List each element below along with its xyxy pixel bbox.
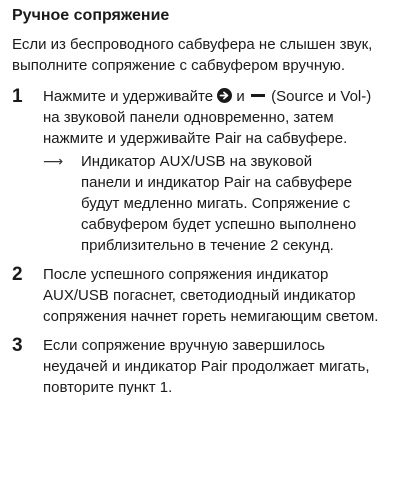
step-text: Если сопряжение вручную завершилось неудачей и индикатор Pair продолжает мигать, повторите пункт 1.	[43, 337, 370, 396]
step-body	[43, 86, 392, 256]
step-text-part: и	[236, 88, 245, 105]
step-result	[43, 151, 388, 256]
step-text-part: (Source и Vol-) на звуковой панели одновременно, затем нажмите и удерживайте Pair на сабвуфере.	[43, 88, 372, 147]
step-number: 3	[12, 335, 23, 356]
minus-icon	[251, 94, 265, 97]
step-3	[12, 335, 392, 398]
step-1	[12, 86, 392, 256]
result-text: Индикатор AUX/USB на звуковой панели и индикатор Pair на сабвуфере будут медленно мигать. Сопряжение с сабвуфером будет успешно выполнено приблизительно в течение 2 секунд.	[81, 153, 357, 254]
step-text: После успешного сопряжения индикатор AUX/USB погаснет, светодиодный индикатор сопряжения начнет гореть немигающим светом.	[43, 266, 379, 325]
section-title: Ручное сопряжение	[12, 7, 170, 24]
step-2	[12, 264, 392, 327]
step-number: 2	[12, 264, 23, 285]
result-arrow-icon: ⟶	[43, 153, 64, 169]
manual-content	[12, 6, 392, 406]
step-text-part: Нажмите и удерживайте	[43, 88, 214, 105]
source-arrow-icon	[217, 88, 232, 103]
intro-text: Если из беспроводного сабвуфера не слышен звук, выполните сопряжение с сабвуфером вручную.	[12, 36, 373, 74]
step-number: 1	[12, 86, 23, 107]
